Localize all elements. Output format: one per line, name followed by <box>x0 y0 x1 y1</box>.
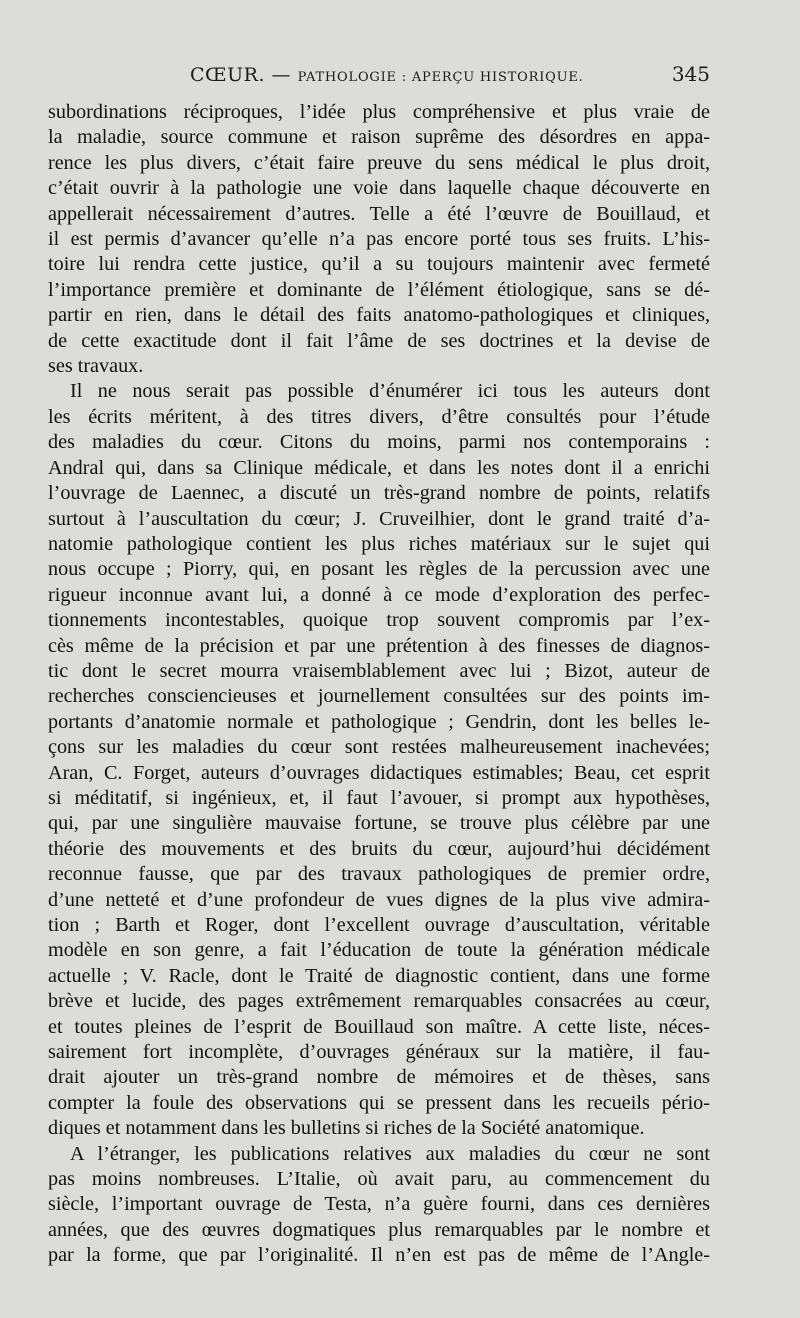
text-line: de cette exactitude dont il fait l’âme de ses doctrines et la devise de <box>48 329 710 352</box>
text-line: subordinations réciproques, l’idée plus compréhensive et plus vraie de <box>48 101 710 123</box>
text-line: brève et lucide, des pages extrêmement remarquables consacrées au cœur, <box>48 990 710 1013</box>
text-line: diques et notamment dans les bulletins si riches de la Société anatomique. <box>48 1117 645 1140</box>
text-line: çons sur les maladies du cœur sont restées malheureusement inachevées; <box>48 736 710 759</box>
text-line: des maladies du cœur. Citons du moins, parmi nos contemporains : <box>48 431 710 454</box>
text-line: Andral qui, dans sa Clinique médicale, et dans les notes dont il a enrichi <box>48 456 710 479</box>
text-line: appellerait nécessairement d’autres. Telle a été l’œuvre de Bouillaud, et <box>48 202 710 225</box>
running-title-separator: — <box>265 64 298 86</box>
text-line: tic dont le secret mourra vraisemblablement avec lui ; Bizot, auteur de <box>48 659 710 682</box>
text-line: sairement fort incomplète, d’ouvrages généraux sur la matière, il fau- <box>48 1041 710 1064</box>
text-line: il est permis d’avancer qu’elle n’a pas encore porté tous ses fruits. L’his- <box>48 228 710 251</box>
text-line: partir en rien, dans le détail des faits anatomo-pathologiques et cliniques, <box>48 304 710 327</box>
text-line: si méditatif, si ingénieux, et, il faut l’avouer, si prompt aux hypothèses, <box>48 786 710 809</box>
text-line: actuelle ; V. Racle, dont le Traité de diagnostic contient, dans une forme <box>48 964 710 987</box>
text-line: c’était ouvrir à la pathologie une voie dans laquelle chaque découverte en <box>48 177 710 200</box>
text-line: les écrits méritent, à des titres divers, d’être consultés pour l’étude <box>48 405 710 428</box>
text-line: rigueur inconnue avant lui, a donné à ce mode d’exploration des perfec- <box>48 583 710 606</box>
text-line: années, que des œuvres dogmatiques plus remarquables par le nombre et <box>48 1218 710 1241</box>
text-line: nous occupe ; Piorry, qui, en posant les règles de la percussion avec une <box>48 558 710 581</box>
text-line: siècle, l’important ouvrage de Testa, n’a guère fourni, dans ces dernières <box>48 1193 710 1216</box>
text-line: qui, par une singulière mauvaise fortune, se trouve plus célèbre par une <box>48 812 710 835</box>
running-title-main: CŒUR. <box>190 64 266 86</box>
text-line: ses travaux. <box>48 355 144 378</box>
text-line: recherches consciencieuses et journellement consultées sur des points im- <box>48 685 710 708</box>
text-line: A l’étranger, les publications relatives aux maladies du cœur ne sont <box>70 1142 710 1165</box>
text-line: reconnue fausse, que par des travaux pathologiques de premier ordre, <box>48 863 710 886</box>
text-line: tionnements incontestables, quoique trop souvent compromis par l’ex- <box>48 609 710 632</box>
text-line: d’une netteté et d’une profondeur de vues dignes de la plus vive admira- <box>48 888 710 911</box>
text-line: rence les plus divers, c’était faire preuve du sens médical le plus droit, <box>48 151 710 174</box>
text-line: par la forme, que par l’originalité. Il n’en est pas de même de l’Angle- <box>48 1244 710 1267</box>
running-header <box>48 62 710 92</box>
text-line: cès même de la précision et par une prétention à des finesses de diagnos- <box>48 634 710 657</box>
running-title <box>190 64 584 86</box>
text-line: Il ne nous serait pas possible d’énumérer ici tous les auteurs dont <box>70 380 710 403</box>
page-number: 345 <box>671 62 710 86</box>
text-line: natomie pathologique contient les plus riches matériaux sur le sujet qui <box>48 532 710 555</box>
text-line: portants d’anatomie normale et pathologique ; Gendrin, dont les belles le- <box>48 710 710 733</box>
text-line: la maladie, source commune et raison suprême des désordres en appa- <box>48 126 710 149</box>
text-line: théorie des mouvements et des bruits du cœur, aujourd’hui décidément <box>48 837 710 860</box>
running-title-subtitle: PATHOLOGIE : APERÇU HISTORIQUE. <box>297 70 584 85</box>
text-line: pas moins nombreuses. L’Italie, où avait paru, au commencement du <box>48 1168 710 1191</box>
text-line: drait ajouter un très-grand nombre de mémoires et de thèses, sans <box>48 1066 710 1089</box>
text-line: l’ouvrage de Laennec, a discuté un très-grand nombre de points, relatifs <box>48 482 710 505</box>
text-line: et toutes pleines de l’esprit de Bouillaud son maître. A cette liste, néces- <box>48 1015 710 1038</box>
text-line: l’importance première et dominante de l’élément étiologique, sans se dé- <box>48 278 710 301</box>
body-text <box>48 100 710 1269</box>
text-line: toire lui rendra cette justice, qu’il a su toujours maintenir avec fermeté <box>48 253 710 276</box>
text-line: tion ; Barth et Roger, dont l’excellent ouvrage d’auscultation, véritable <box>48 914 710 936</box>
text-line: compter la foule des observations qui se pressent dans les recueils pério- <box>48 1091 710 1114</box>
text-line: surtout à l’auscultation du cœur; J. Cruveilhier, dont le grand traité d’a- <box>48 507 710 530</box>
text-line: modèle en son genre, a fait l’éducation de toute la génération médicale <box>48 939 710 962</box>
text-line: Aran, C. Forget, auteurs d’ouvrages didactiques estimables; Beau, cet esprit <box>48 761 710 784</box>
